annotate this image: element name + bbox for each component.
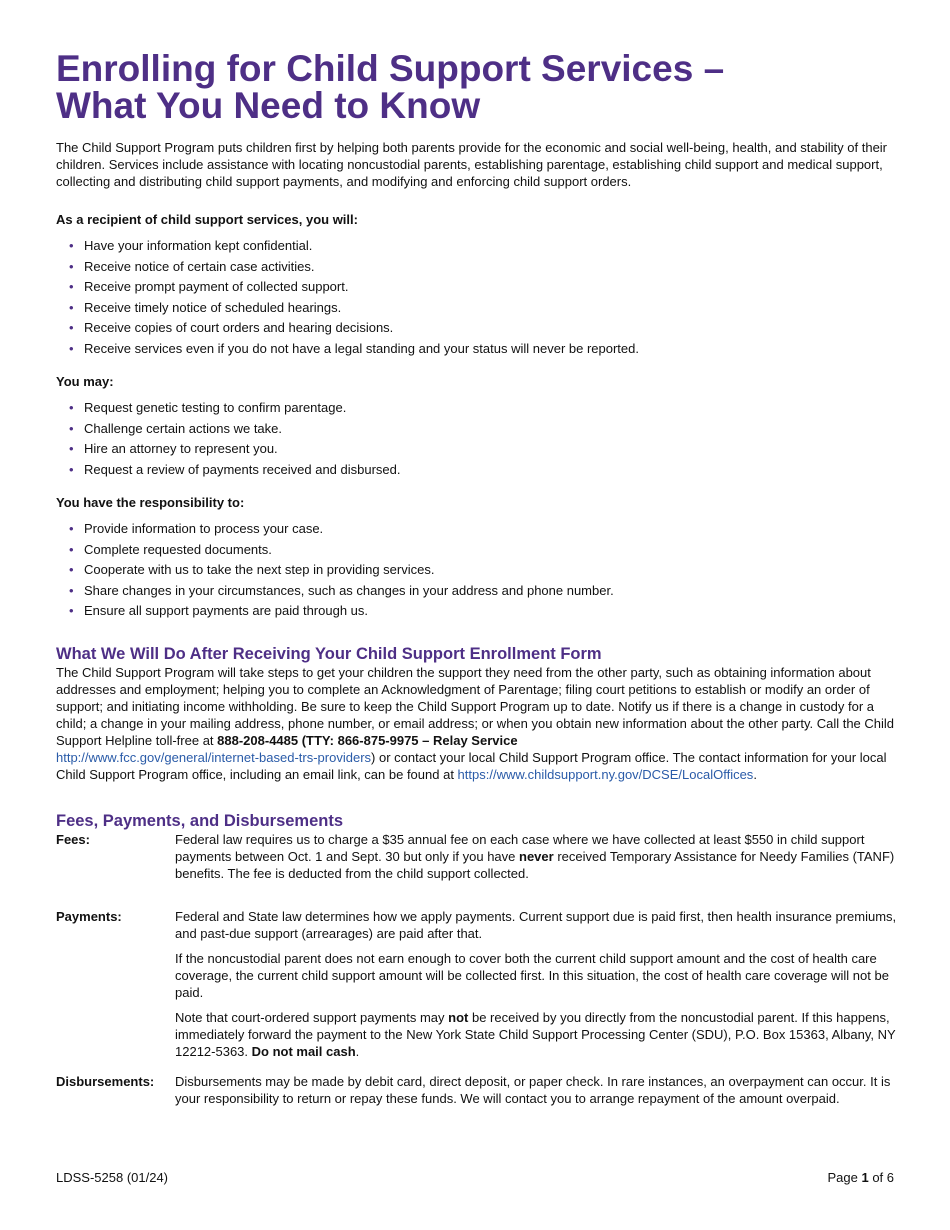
list-item-text: Challenge certain actions we take.: [84, 420, 283, 436]
bullet-icon: •: [69, 258, 74, 274]
page-number: [827, 1170, 894, 1185]
list-item: [56, 398, 900, 419]
after-text-1: The Child Support Program will take steps to get your children the support they need from the other party, such as obtaining information about addresses and employment; helping you to complete an Acknowledgment of Parentage; filing court petitions to establish or modify an order of support; and initiating income withholding. Be sure to keep the Child Support Program up to date. Notify us if there is a change in custody for a child; a change in your mailing address, phone number, or email address; or when you obtain new information about the other party. Call the Child Support Helpline toll-free at: [56, 664, 895, 748]
list-item-text: Receive copies of court orders and hearing decisions.: [84, 320, 394, 335]
fees-label: Fees:: [56, 831, 90, 847]
trs-providers-link[interactable]: http://www.fcc.gov/general/internet-based-trs-providers: [56, 749, 372, 765]
list-item-text: Request genetic testing to confirm parentage.: [84, 400, 347, 415]
payments-paragraph-3: [175, 1009, 900, 1060]
after-enrollment-heading: What We Will Do After Receiving Your Child Support Enrollment Form: [56, 644, 602, 663]
fees-text-b: received Temporary Assistance for Needy Families (TANF) benefits. The fee is deducted from the child support collected.: [175, 848, 895, 881]
list-item: [56, 257, 900, 278]
list-item-text: Receive timely notice of scheduled hearings.: [84, 299, 342, 315]
list-item-text: Provide information to process your case.: [84, 521, 324, 536]
recipient-heading: As a recipient of child support services, you will:: [56, 212, 358, 227]
fees-never: never: [519, 848, 554, 864]
payments-body: [175, 908, 900, 1068]
you-may-heading: You may:: [56, 374, 114, 389]
list-item-text: Cooperate with us to take the next step in providing services.: [84, 562, 435, 577]
bullet-icon: •: [69, 299, 74, 315]
list-item: [56, 339, 900, 360]
form-id: LDSS-5258 (01/24): [56, 1170, 169, 1185]
list-item-text: Receive notice of certain case activities.: [84, 258, 315, 274]
do-not-mail-cash: Do not mail cash: [251, 1043, 356, 1059]
page-title: [56, 50, 900, 124]
bullet-icon: •: [69, 562, 74, 577]
you-may-list: [56, 398, 900, 480]
page-footer: [56, 1170, 894, 1185]
bullet-icon: •: [69, 238, 74, 253]
list-item: [56, 439, 900, 460]
bullet-icon: •: [69, 400, 74, 415]
title-line-1: Enrolling for Child Support Services –: [56, 48, 725, 89]
list-item-text: Complete requested documents.: [84, 541, 272, 557]
disbursements-text: Disbursements may be made by debit card, direct deposit, or paper check. In rare instances, an overpayment can occur. It is your responsibility to return or repay these funds. We will contact you to arrange repayment of the amount overpaid.: [175, 1073, 891, 1106]
document-page: [56, 50, 900, 1115]
payments-text-a: Note that court-ordered support payments may: [175, 1009, 449, 1025]
list-item-text: Request a review of payments received and disbursed.: [84, 461, 401, 477]
fees-row: [56, 831, 900, 890]
bullet-icon: •: [69, 320, 74, 335]
bullet-icon: •: [69, 279, 74, 294]
helpline-number: 888-208-4485 (TTY: 866-875-9975 – Relay Service: [217, 732, 518, 748]
page-current: 1: [861, 1170, 869, 1185]
payments-label: Payments:: [56, 908, 122, 924]
local-offices-link[interactable]: https://www.childsupport.ny.gov/DCSE/LocalOffices: [457, 766, 754, 782]
bullet-icon: •: [69, 420, 74, 436]
list-item: [56, 560, 900, 581]
list-item-text: Receive services even if you do not have a legal standing and your status will never be reported.: [84, 340, 639, 356]
list-item: [56, 581, 900, 602]
list-item: [56, 236, 900, 257]
bullet-icon: •: [69, 541, 74, 557]
disbursements-label: Disbursements:: [56, 1073, 155, 1089]
list-item-text: Receive prompt payment of collected support.: [84, 279, 349, 294]
page-prefix: Page: [827, 1170, 862, 1185]
bullet-icon: •: [69, 582, 74, 598]
responsibility-heading: You have the responsibility to:: [56, 495, 245, 510]
list-item: [56, 419, 900, 440]
bullet-icon: •: [69, 461, 74, 477]
bullet-icon: •: [69, 441, 74, 456]
list-item: [56, 519, 900, 540]
fees-text-a: Federal law requires us to charge a $35 annual fee on each case where we have collected at least $550 in child support payments between Oct. 1 and Sept. 30 but only if you have: [175, 831, 865, 864]
payments-row: [56, 908, 900, 1068]
list-item: [56, 460, 900, 481]
title-line-2: What You Need to Know: [56, 85, 481, 126]
responsibility-list: [56, 519, 900, 622]
fees-body: [175, 831, 900, 890]
list-item: [56, 540, 900, 561]
after-text-3: .: [753, 766, 757, 782]
after-enrollment-paragraph: [56, 664, 900, 783]
payments-text-b: be received by you directly from the noncustodial parent. If this happens, immediately forward the payment to the New York State Child Support Processing Center (SDU), P.O. Box 15363, Albany, NY 12212-5363.: [175, 1009, 896, 1059]
fees-heading: Fees, Payments, and Disbursements: [56, 811, 344, 830]
bullet-icon: •: [69, 521, 74, 536]
bullet-icon: •: [69, 603, 74, 618]
after-text-2: ) or contact your local Child Support Program office. The contact information for your local Child Support Program office, including an email link, can be found at: [56, 749, 887, 782]
payments-text-c: .: [355, 1043, 360, 1059]
page-suffix: of 6: [868, 1170, 894, 1185]
list-item: [56, 277, 900, 298]
disbursements-body: [175, 1073, 900, 1115]
list-item-text: Have your information kept confidential.: [84, 238, 313, 253]
payments-not: not: [448, 1009, 469, 1025]
list-item: [56, 601, 900, 622]
list-item-text: Ensure all support payments are paid through us.: [84, 603, 369, 618]
payments-paragraph-1: Federal and State law determines how we apply payments. Current support due is paid first, then health insurance premiums, and past-due support (arrearages) are paid after that.: [175, 908, 897, 941]
recipient-list: [56, 236, 900, 359]
payments-paragraph-2: If the noncustodial parent does not earn enough to cover both the current child support amount and the cost of health care coverage, the current child support amount will be collected first. In this situation, the cost of health care coverage will not be paid.: [175, 950, 889, 1000]
list-item-text: Hire an attorney to represent you.: [84, 441, 278, 456]
intro-paragraph: The Child Support Program puts children first by helping both parents provide for the economic and social well-being, health, and stability of their children. Services include assistance with locating noncustodial parents, establishing parentage, establishing child support and medical support, collecting and distributing child support payments, and modifying and enforcing child support orders.: [56, 140, 888, 189]
disbursements-row: [56, 1073, 900, 1115]
list-item: [56, 298, 900, 319]
list-item-text: Share changes in your circumstances, such as changes in your address and phone number.: [84, 582, 614, 598]
list-item: [56, 318, 900, 339]
bullet-icon: •: [69, 340, 74, 356]
